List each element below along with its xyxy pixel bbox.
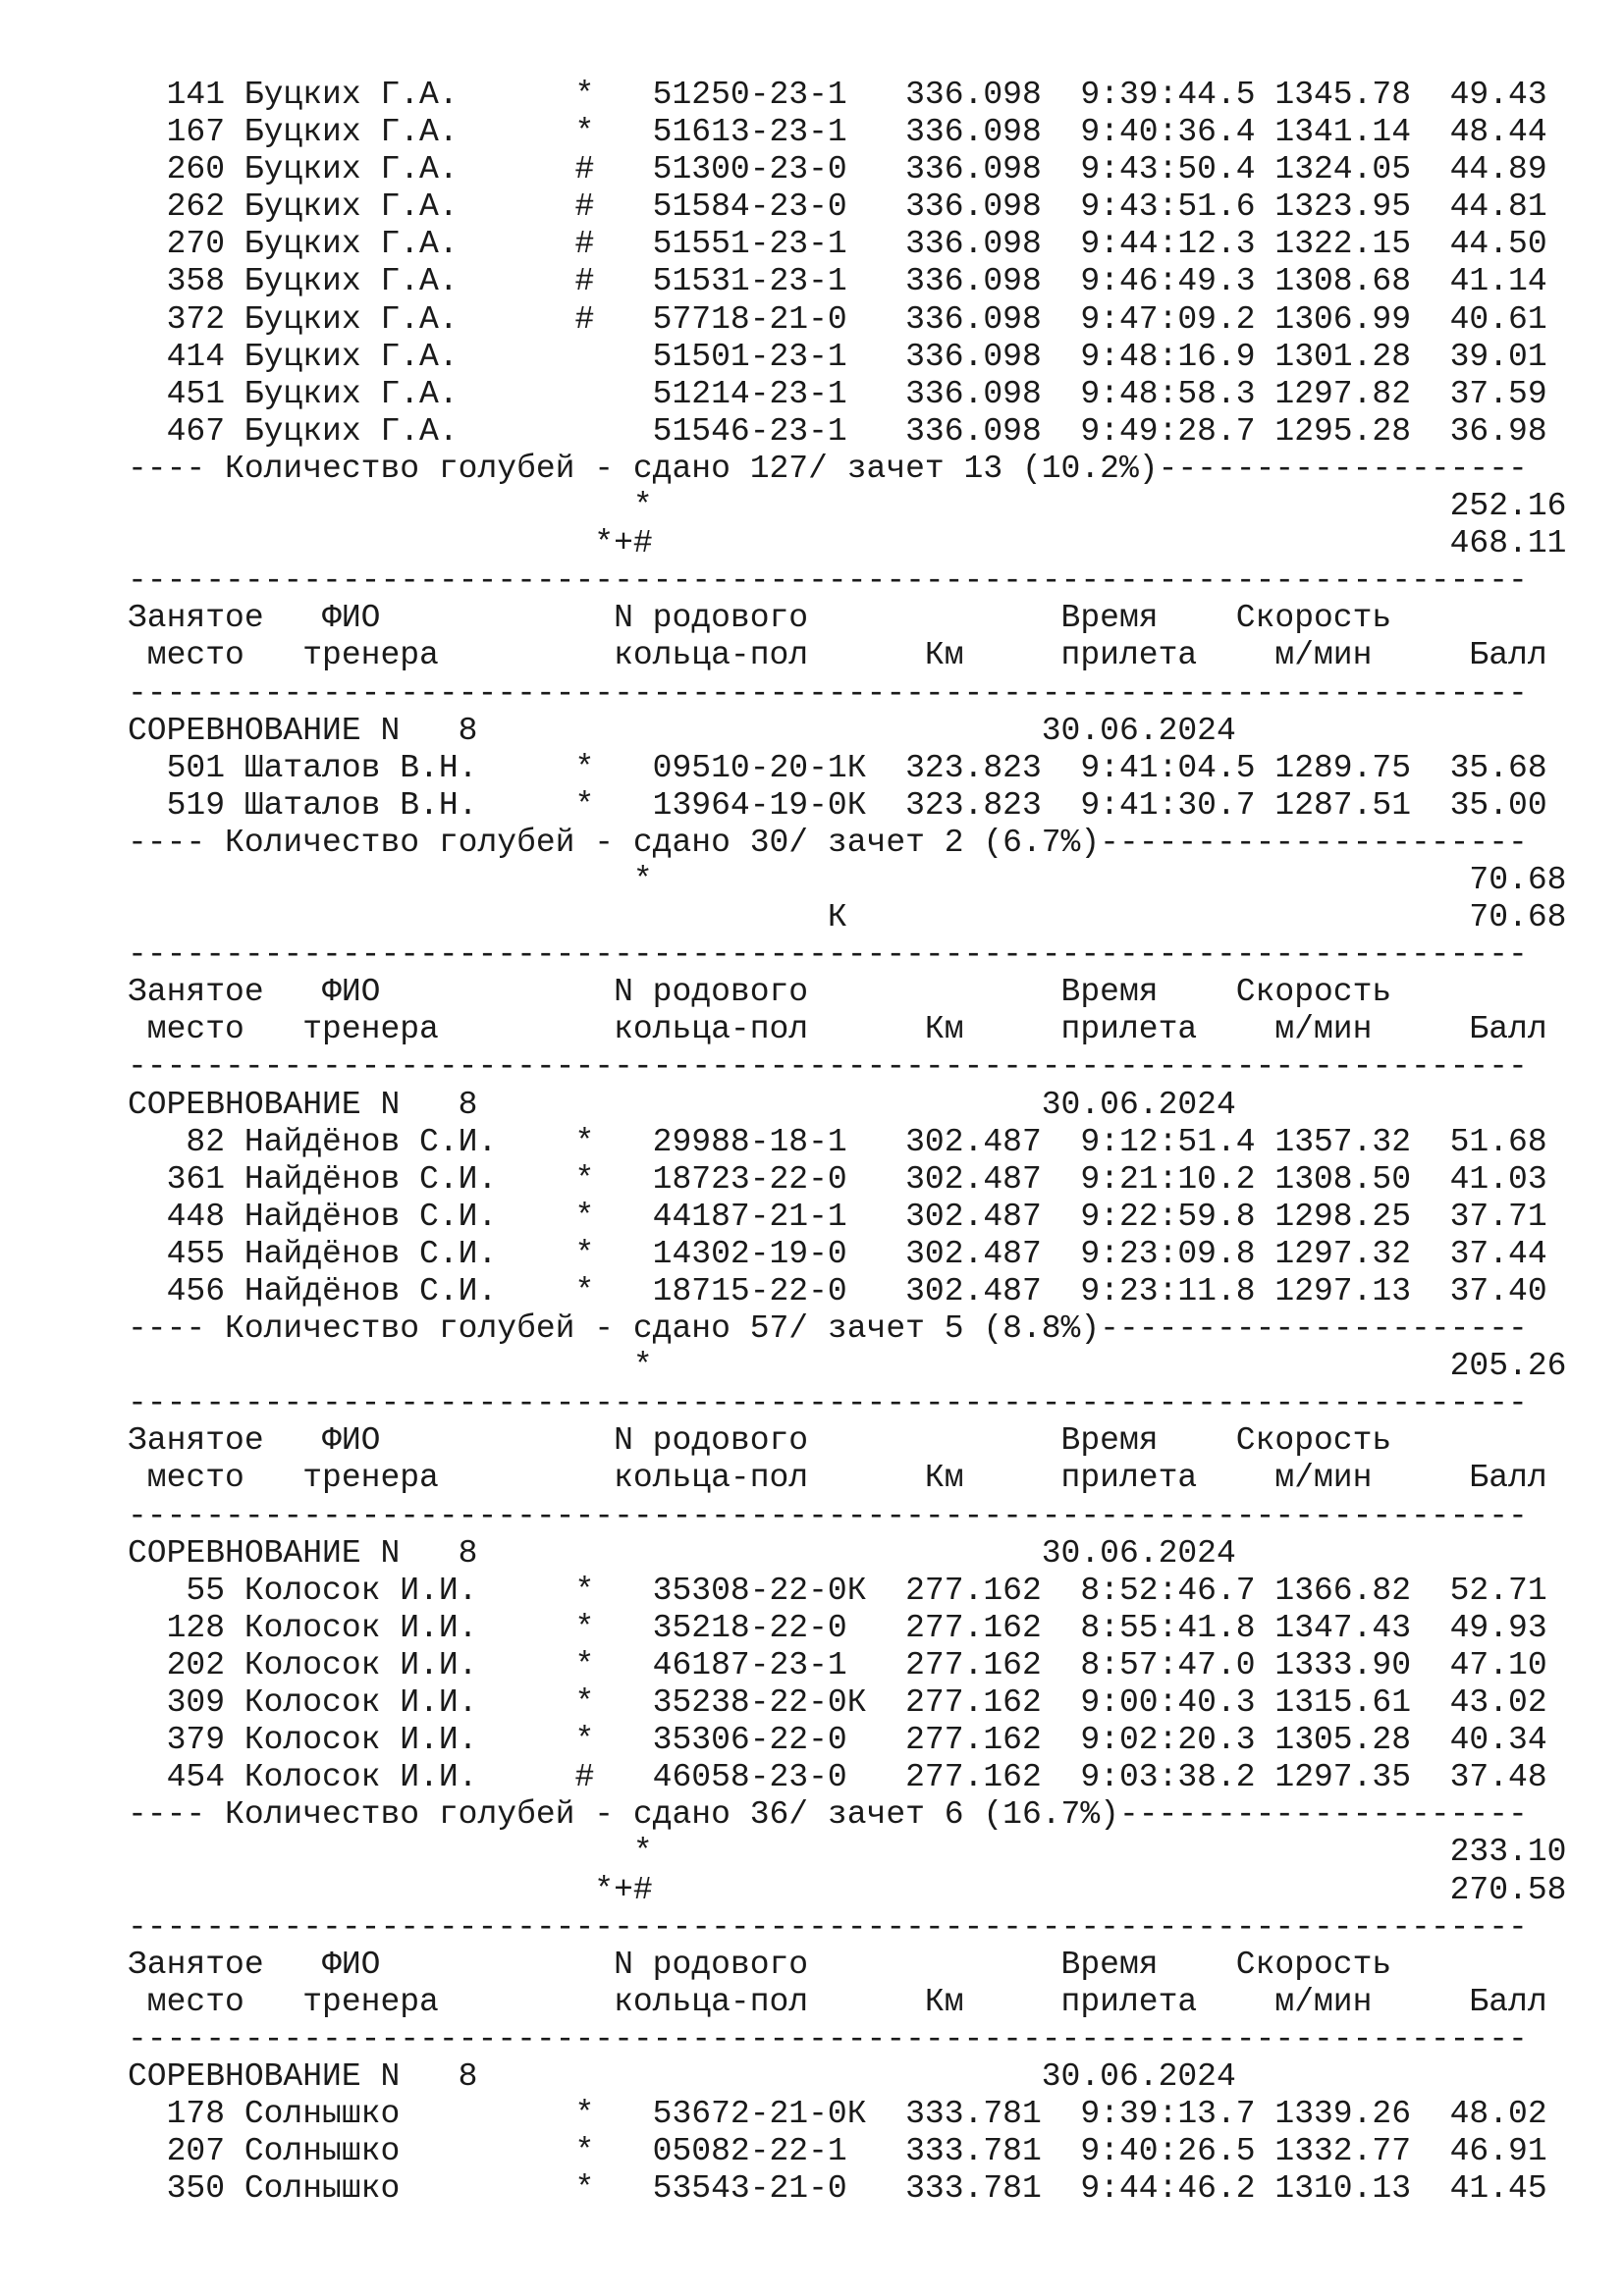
result-row: 467 Буцких Г.А. 51546-23-1 336.098 9:49:28.7 1295.28 36.98 <box>128 412 1547 450</box>
competition-header: СОРЕВНОВАНИЕ N 8 30.06.2024 <box>128 2057 1236 2095</box>
results-printout <box>128 77 1581 2208</box>
result-row: 128 Колосок И.И. * 35218-22-0 277.162 8:55:41.8 1347.43 49.93 <box>128 1609 1547 1646</box>
result-row: 141 Буцких Г.А. * 51250-23-1 336.098 9:39:44.5 1345.78 49.43 <box>128 77 1547 113</box>
result-row: 262 Буцких Г.А. # 51584-23-0 336.098 9:43:51.6 1323.95 44.81 <box>128 188 1547 226</box>
result-row: 372 Буцких Г.А. # 57718-21-0 336.098 9:47:09.2 1306.99 40.61 <box>128 300 1547 338</box>
column-header: Занятое ФИО N родового Время Скорость <box>128 974 1392 1011</box>
result-row: 358 Буцких Г.А. # 51531-23-1 336.098 9:46:49.3 1308.68 41.14 <box>128 263 1547 300</box>
total-line: К 70.68 <box>128 899 1567 936</box>
competition-header: СОРЕВНОВАНИЕ N 8 30.06.2024 <box>128 1086 1236 1123</box>
separator-line: ------------------------------------------------------------------------ <box>128 674 1528 712</box>
column-header: место тренера кольца-пол Км прилета м/мин Балл <box>128 1983 1547 2020</box>
result-row: 309 Колосок И.И. * 35238-22-0К 277.162 9:00:40.3 1315.61 43.02 <box>128 1684 1547 1722</box>
separator-line: ------------------------------------------------------------------------ <box>128 1908 1528 1946</box>
column-header: место тренера кольца-пол Км прилета м/мин Балл <box>128 637 1547 674</box>
result-row: 350 Солнышко * 53543-21-0 333.781 9:44:46.2 1310.13 41.45 <box>128 2170 1547 2208</box>
result-row: 361 Найдёнов С.И. * 18723-22-0 302.487 9:21:10.2 1308.50 41.03 <box>128 1160 1547 1198</box>
column-header: Занятое ФИО N родового Время Скорость <box>128 600 1392 637</box>
column-header: Занятое ФИО N родового Время Скорость <box>128 1946 1392 1983</box>
result-row: 451 Буцких Г.А. 51214-23-1 336.098 9:48:58.3 1297.82 37.59 <box>128 375 1547 412</box>
separator-line: ------------------------------------------------------------------------ <box>128 1497 1528 1534</box>
separator-line: ------------------------------------------------------------------------ <box>128 1048 1528 1086</box>
separator-line: ------------------------------------------------------------------------ <box>128 562 1528 600</box>
result-row: 414 Буцких Г.А. 51501-23-1 336.098 9:48:16.9 1301.28 39.01 <box>128 338 1547 375</box>
competition-header: СОРЕВНОВАНИЕ N 8 30.06.2024 <box>128 1534 1236 1572</box>
column-header: Занятое ФИО N родового Время Скорость <box>128 1422 1392 1460</box>
result-row: 519 Шаталов В.Н. * 13964-19-0К 323.823 9:41:30.7 1287.51 35.00 <box>128 786 1547 824</box>
result-row: 260 Буцких Г.А. # 51300-23-0 336.098 9:43:50.4 1324.05 44.89 <box>128 151 1547 188</box>
result-row: 167 Буцких Г.А. * 51613-23-1 336.098 9:40:36.4 1341.14 48.44 <box>128 114 1547 151</box>
total-line: *+# 468.11 <box>128 525 1567 562</box>
result-row: 55 Колосок И.И. * 35308-22-0К 277.162 8:52:46.7 1366.82 52.71 <box>128 1572 1547 1609</box>
result-row: 379 Колосок И.И. * 35306-22-0 277.162 9:02:20.3 1305.28 40.34 <box>128 1722 1547 1759</box>
total-line: * 233.10 <box>128 1834 1567 1871</box>
competition-header: СОРЕВНОВАНИЕ N 8 30.06.2024 <box>128 712 1236 749</box>
total-line: * 252.16 <box>128 488 1567 525</box>
total-line: * 205.26 <box>128 1348 1567 1385</box>
separator-line: ------------------------------------------------------------------------ <box>128 2020 1528 2057</box>
summary-line: ---- Количество голубей - сдано 127/ зачет 13 (10.2%)------------------- <box>128 450 1528 487</box>
separator-line: ------------------------------------------------------------------------ <box>128 1385 1528 1422</box>
summary-line: ---- Количество голубей - сдано 36/ зачет 6 (16.7%)--------------------- <box>128 1796 1528 1834</box>
result-row: 454 Колосок И.И. # 46058-23-0 277.162 9:03:38.2 1297.35 37.48 <box>128 1759 1547 1796</box>
result-row: 456 Найдёнов С.И. * 18715-22-0 302.487 9:23:11.8 1297.13 37.40 <box>128 1273 1547 1309</box>
result-row: 455 Найдёнов С.И. * 14302-19-0 302.487 9:23:09.8 1297.32 37.44 <box>128 1235 1547 1272</box>
result-row: 501 Шаталов В.Н. * 09510-20-1К 323.823 9:41:04.5 1289.75 35.68 <box>128 749 1547 786</box>
separator-line: ------------------------------------------------------------------------ <box>128 936 1528 974</box>
total-line: * 70.68 <box>128 861 1567 898</box>
summary-line: ---- Количество голубей - сдано 30/ зачет 2 (6.7%)---------------------- <box>128 824 1528 861</box>
result-row: 82 Найдёнов С.И. * 29988-18-1 302.487 9:12:51.4 1357.32 51.68 <box>128 1123 1547 1160</box>
result-row: 202 Колосок И.И. * 46187-23-1 277.162 8:57:47.0 1333.90 47.10 <box>128 1646 1547 1683</box>
result-row: 178 Солнышко * 53672-21-0К 333.781 9:39:13.7 1339.26 48.02 <box>128 2096 1547 2133</box>
column-header: место тренера кольца-пол Км прилета м/мин Балл <box>128 1011 1547 1048</box>
total-line: *+# 270.58 <box>128 1871 1567 1908</box>
summary-line: ---- Количество голубей - сдано 57/ зачет 5 (8.8%)---------------------- <box>128 1310 1528 1348</box>
result-row: 207 Солнышко * 05082-22-1 333.781 9:40:26.5 1332.77 46.91 <box>128 2133 1547 2170</box>
result-row: 270 Буцких Г.А. # 51551-23-1 336.098 9:44:12.3 1322.15 44.50 <box>128 226 1547 263</box>
result-row: 448 Найдёнов С.И. * 44187-21-1 302.487 9:22:59.8 1298.25 37.71 <box>128 1198 1547 1235</box>
column-header: место тренера кольца-пол Км прилета м/мин Балл <box>128 1460 1547 1497</box>
